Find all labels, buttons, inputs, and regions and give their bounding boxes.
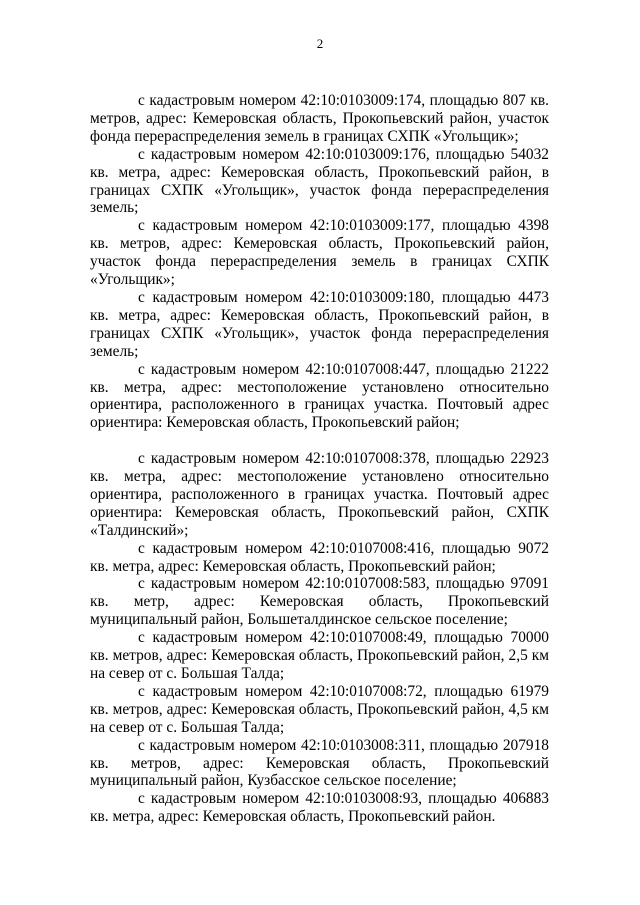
cadastral-entry: с кадастровым номером 42:10:0103009:176, площадью 54032 кв. метра, адрес: Кемеровская область, Прокопьевский район, в границах СХПК «Угольщик», участок фонда перераспределения земель;	[90, 145, 549, 217]
cadastral-entry: с кадастровым номером 42:10:0107008:49, площадью 70000 кв. метров, адрес: Кемеровская область, Прокопьевский район, 2,5 км на север от с. Большая Талда;	[90, 629, 549, 682]
cadastral-entry: с кадастровым номером 42:10:0103009:180, площадью 4473 кв. метра, адрес: Кемеровская область, Прокопьевский район, в границах СХПК «Угольщик», участок фонда перераспределения земель;	[90, 288, 549, 360]
cadastral-entry: с кадастровым номером 42:10:0107008:447, площадью 21222 кв. метра, адрес: местоположение установлено относительно ориентира, расположенного в границах участка. Почтовый адрес ориентира: Кемеровская область, Прокопьевский район;	[90, 360, 549, 432]
cadastral-entry: с кадастровым номером 42:10:0103008:93, площадью 406883 кв. метра, адрес: Кемеровская область, Прокопьевский район.	[90, 790, 549, 826]
cadastral-entry: с кадастровым номером 42:10:0103008:311, площадью 207918 кв. метров, адрес: Кемеровская область, Прокопьевский муниципальный район, Кузбасское сельское поселение;	[90, 736, 549, 790]
cadastral-entry: с кадастровым номером 42:10:0107008:416, площадью 9072 кв. метра, адрес: Кемеровская область, Прокопьевский район;	[90, 539, 549, 575]
document-body	[90, 92, 549, 826]
cadastral-entry: с кадастровым номером 42:10:0103009:177, площадью 4398 кв. метров, адрес: Кемеровская область, Прокопьевский район, участок фонда перераспределения земель в границах СХПК «Угольщик»;	[90, 217, 549, 289]
cadastral-entry: с кадастровым номером 42:10:0107008:72, площадью 61979 кв. метров, адрес: Кемеровская область, Прокопьевский район, 4,5 км на север от с. Большая Талда;	[90, 682, 549, 736]
cadastral-entry: с кадастровым номером 42:10:0103009:174, площадью 807 кв. метров, адрес: Кемеровская область, Прокопьевский район, участок фонда перераспределения земель в границах СХПК «Угольщик»;	[90, 92, 549, 145]
cadastral-entry: с кадастровым номером 42:10:0107008:378, площадью 22923 кв. метра, адрес: местоположение установлено относительно ориентира, расположенного в границах участка. Почтовый адрес ориентира: Кемеровская область, Прокопьевский район, СХПК «Талдинский»;	[90, 450, 549, 539]
page-number: 2	[316, 36, 324, 51]
cadastral-entry: с кадастровым номером 42:10:0107008:583, площадью 97091 кв. метр, адрес: Кемеровская область, Прокопьевский муниципальный район, Большеталдинское сельское поселение;	[90, 575, 549, 629]
